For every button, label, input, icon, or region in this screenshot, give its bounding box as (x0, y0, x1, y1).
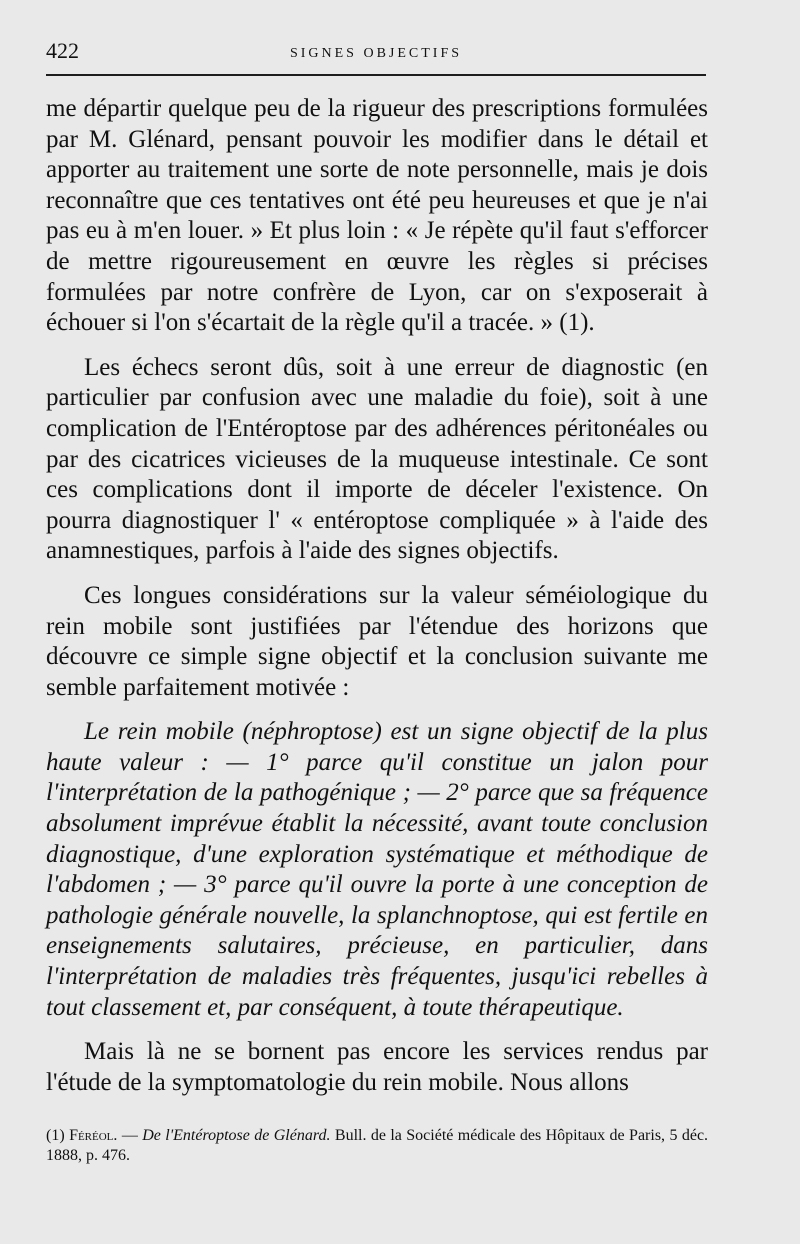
paragraph-5: Mais là ne se bornent pas encore les services rendus par l'étude de la symptomatologie du rein mobile. Nous allons (46, 1038, 708, 1096)
paragraph-2: Les échecs seront dûs, soit à une erreur de diagnostic (en particulier par confusion avec une maladie du foie), soit à une complication de l'Entéroptose par des adhérences péritonéales ou par des cicatrices vicieuses de la muqueuse intestinale. Ce sont ces complications dont il importe de déceler l'existence. On pourra diagnostiquer l' « entéroptose compliquée » à l'aide des anamnestiques, parfois à l'aide des signes objectifs. (46, 353, 708, 565)
running-title: SIGNES OBJECTIFS (289, 46, 463, 61)
footnote-reference: Bull. de la Société médicale des Hôpitaux de Paris, 5 déc. 1888, p. 476. (46, 1127, 709, 1164)
footnote-author: Féréol. (69, 1127, 118, 1144)
footnote-title: De l'Entéroptose de Glénard. (142, 1127, 331, 1144)
paragraph-3: Ces longues considérations sur la valeur séméiologique du rein mobile sont justifiées par l'étendue des horizons que découvre ce simple signe objectif et la conclusion suivante me semble parfaitement motivée : (46, 581, 708, 701)
footnote-label: (1) (46, 1127, 65, 1144)
page-number: 422 (46, 38, 79, 63)
paragraph-1: me départir quelque peu de la rigueur des prescriptions formulées par M. Glénard, pensant pouvoir les modifier dans le détail et apporter au traitement une sorte de note personnelle, mais je dois reconnaître que ces tentatives ont été peu heureuses et que je n'ai pas eu à m'en louer. » Et plus loin : « Je répète qu'il faut s'efforcer de mettre rigoureusement en œuvre les règles si précises formulées par notre confrère de Lyon, car on s'exposerait à échouer si l'on s'écartait de la règle qu'il a tracée. » (1). (46, 95, 708, 337)
footnote-dash: — (121, 1127, 138, 1144)
footnote (46, 1126, 708, 1166)
page-header (46, 38, 706, 74)
header-rule (46, 74, 706, 76)
conclusion-paragraph-italic: Le rein mobile (néphroptose) est un signe objectif de la plus haute valeur : — 1° parce qu'il constitue un jalon pour l'interprétation de la pathogénique ; — 2° parce que sa fréquence absolument imprévue établit la nécessité, avant toute conclusion diagnostique, d'une exploration systématique et méthodique de l'abdomen ; — 3° parce qu'il ouvre la porte à une conception de pathologie générale nouvelle, la splanchnoptose, qui est fertile en enseignements salutaires, précieuse, en particulier, dans l'interprétation de maladies très fréquentes, jusqu'ici rebelles à tout classement et, par conséquent, à toute thérapeutique. (46, 718, 708, 1021)
main-text (46, 94, 708, 1098)
